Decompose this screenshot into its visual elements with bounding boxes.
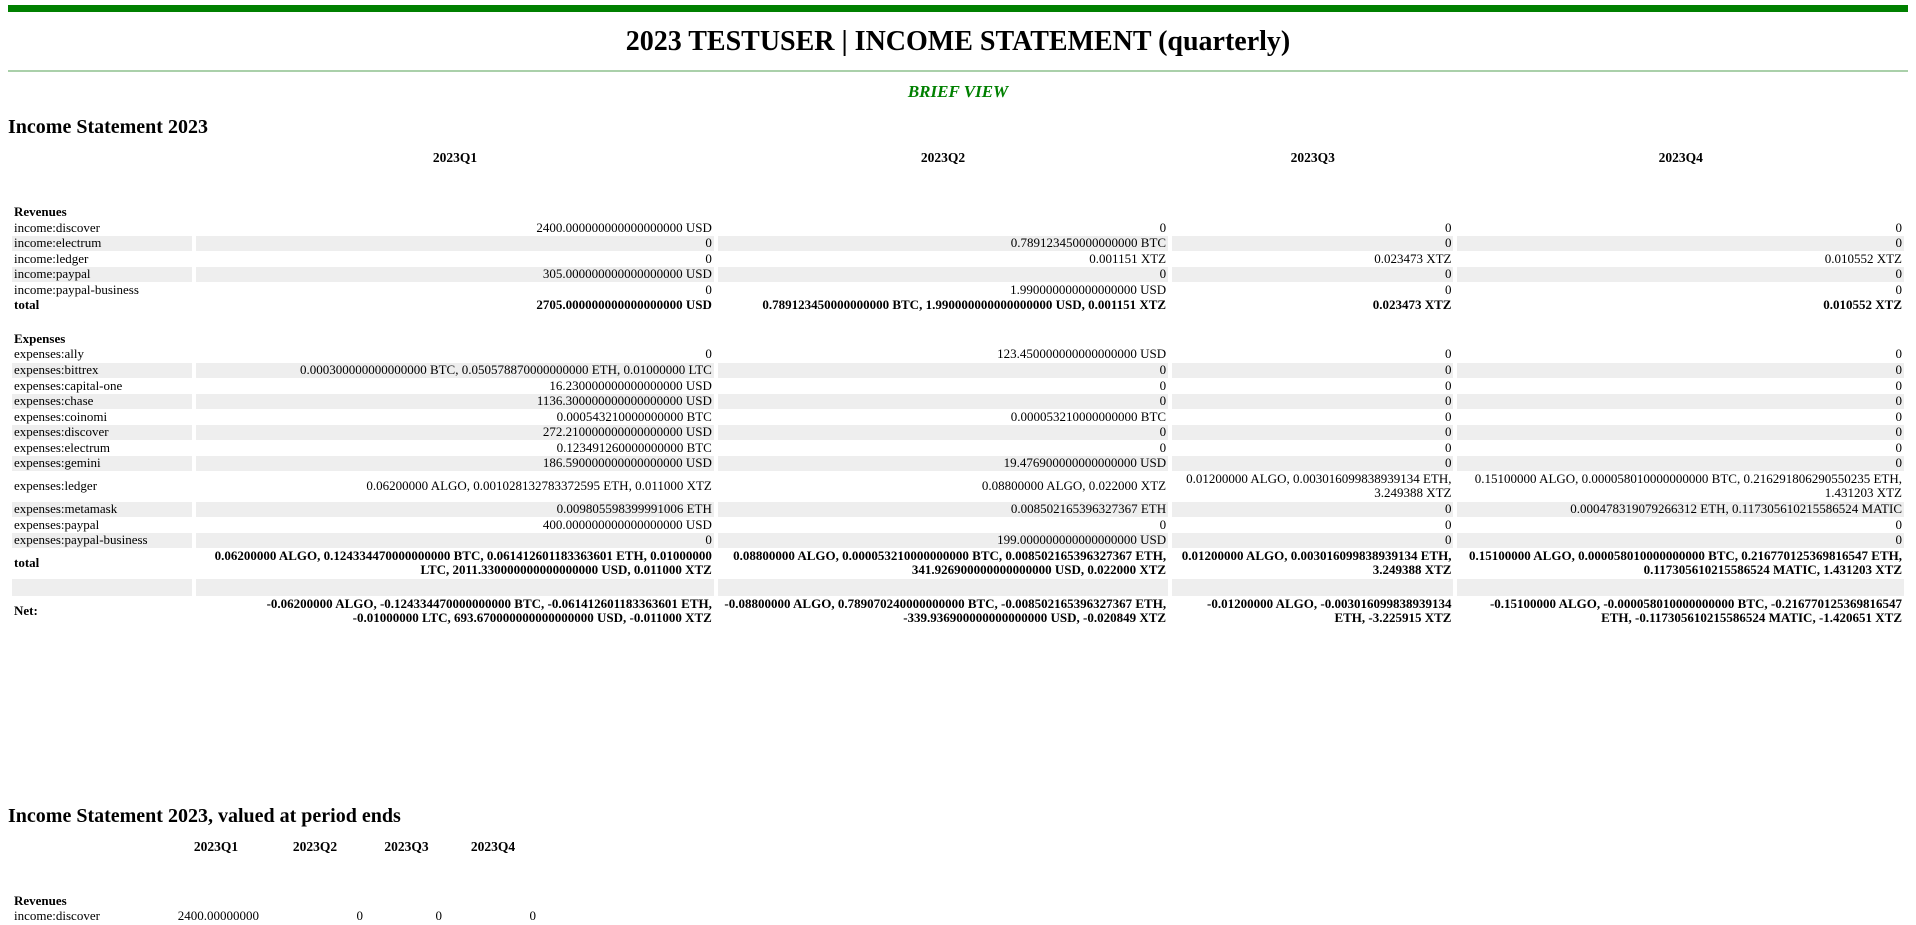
account-label: expenses:ledger <box>14 478 98 494</box>
amount-cell: 0.15100000 ALGO, 0.000058010000000000 BTC, 0.216291806290550235 ETH, 1.431203 XTZ <box>1474 470 1902 501</box>
account-label: expenses:gemini <box>12 456 192 471</box>
account-label: expenses:bittrex <box>12 363 192 378</box>
account-label: expenses:chase <box>12 394 192 409</box>
table-row <box>12 394 1904 409</box>
amount-cell: 0 <box>1457 533 1904 548</box>
amount-cell <box>448 894 538 909</box>
table-row <box>12 456 1904 471</box>
amount-cell: -0.15100000 ALGO, -0.000058010000000000 BTC, -0.216770125369816547 ETH, -0.117305610215586524 MATIC, -1.420651 XTZ <box>1489 595 1902 626</box>
spacer-cell <box>718 579 1168 596</box>
amount-cell: 2400.000000000000000000 USD <box>536 219 712 235</box>
spacer-cell <box>265 876 365 893</box>
amount-cell: 1136.300000000000000000 USD <box>196 394 714 409</box>
amount-cell: 0.000543210000000000 BTC <box>556 408 712 424</box>
table-row <box>12 314 1904 331</box>
column-header: 2023Q1 <box>432 150 478 165</box>
top-accent-bar <box>8 5 1908 12</box>
amount-cell: 0.08800000 ALGO, 0.022000 XTZ <box>981 478 1167 494</box>
valued-statement-section <box>8 805 1908 925</box>
spacer-cell <box>196 187 714 204</box>
amount-cell: 0.06200000 ALGO, 0.001028132783372595 ETH, 0.011000 XTZ <box>366 478 712 494</box>
table-row <box>12 252 1904 267</box>
amount-cell: 0.000300000000000000 BTC, 0.050578870000000000 ETH, 0.01000000 LTC <box>196 363 714 378</box>
table-row <box>12 441 1904 456</box>
account-label: income:electrum <box>12 236 192 251</box>
spacer-cell <box>369 857 444 875</box>
spacer-cell <box>1457 168 1904 186</box>
amount-cell: 0.15100000 ALGO, 0.000058010000000000 BTC, 0.216770125369816547 ETH, 0.117305610215586524 MATIC, 1.431203 XTZ <box>1469 547 1902 578</box>
amount-cell: 2705.000000000000000000 USD <box>536 297 712 313</box>
table-row <box>12 347 1904 362</box>
amount-cell: 0 <box>1172 363 1453 378</box>
account-label: expenses:electrum <box>14 439 111 455</box>
amount-cell: 0 <box>1457 394 1904 409</box>
spacer-cell <box>12 876 167 893</box>
account-label: income:ledger <box>14 250 89 266</box>
statement-heading: Income Statement 2023 <box>8 116 208 138</box>
total-label: total <box>14 554 40 570</box>
amount-cell <box>196 205 714 220</box>
amount-cell: -0.01200000 ALGO, -0.003016099838939134 ETH, -3.225915 XTZ <box>1207 595 1452 626</box>
amount-cell: 0 <box>705 346 712 362</box>
column-header: 2023Q4 <box>470 838 516 854</box>
valued-statement-body <box>12 839 538 924</box>
amount-cell: 0 <box>1172 425 1453 440</box>
spacer-cell <box>1457 187 1904 204</box>
amount-cell: 0 <box>1895 281 1902 297</box>
amount-cell: 0.08800000 ALGO, 0.000053210000000000 BTC, 0.008502165396327367 ETH, 341.926900000000000000 USD, 0.022000 XTZ <box>733 547 1167 578</box>
section-label: Expenses <box>14 330 66 346</box>
amount-cell: 0.001151 XTZ <box>1089 250 1167 266</box>
income-statement-table <box>8 149 1908 627</box>
spacer-cell <box>265 857 365 875</box>
table-row <box>12 472 1904 501</box>
column-header: 2023Q3 <box>384 838 429 854</box>
amount-cell: 0 <box>1444 346 1452 362</box>
amount-cell <box>1172 332 1453 347</box>
amount-cell: 0 <box>529 908 536 924</box>
amount-cell <box>196 332 714 347</box>
amount-cell: 0.000053210000000000 BTC <box>1010 408 1167 424</box>
spacer-cell <box>1172 314 1453 331</box>
spacer-cell <box>718 187 1168 204</box>
account-label: expenses:ally <box>14 346 85 362</box>
amount-cell: 0 <box>718 394 1168 409</box>
amount-cell: 0 <box>1159 219 1167 235</box>
table-row <box>12 168 1904 186</box>
amount-cell: 0 <box>1444 377 1452 393</box>
income-statement-body <box>12 150 1904 626</box>
spacer-cell <box>448 857 538 875</box>
amount-cell: 0.123491260000000000 BTC <box>556 439 712 455</box>
table-row <box>12 267 1904 282</box>
account-label: income:discover <box>14 219 100 235</box>
valued-statement-table <box>8 838 542 925</box>
column-header: 2023Q2 <box>292 838 338 854</box>
table-row <box>12 410 1904 425</box>
amount-cell: 0 <box>718 363 1168 378</box>
spacer-cell <box>1172 168 1453 186</box>
spacer-cell <box>718 168 1168 186</box>
amount-cell: 0.010552 XTZ <box>1823 297 1902 313</box>
amount-cell <box>1172 205 1453 220</box>
amount-cell <box>1457 332 1904 347</box>
amount-cell <box>718 332 1168 347</box>
table-row <box>12 549 1904 578</box>
table-row <box>12 518 1904 533</box>
table-row <box>12 909 538 924</box>
amount-cell: 0 <box>1895 408 1902 424</box>
account-label: expenses:coinomi <box>14 408 108 424</box>
report-page <box>8 5 1908 925</box>
amount-cell: 0.01200000 ALGO, 0.003016099838939134 ETH, 3.249388 XTZ <box>1186 470 1452 501</box>
spacer-cell <box>12 314 192 331</box>
amount-cell: 0 <box>1895 219 1902 235</box>
account-label: income:paypal <box>12 267 192 282</box>
amount-cell: 0.06200000 ALGO, 0.124334470000000000 BTC, 0.061412601183363601 ETH, 0.01000000 LTC, 2011.330000000000000000 USD, 0.011000 XTZ <box>214 547 712 578</box>
amount-cell: 0 <box>1457 456 1904 471</box>
amount-cell: 0 <box>1444 219 1452 235</box>
table-row <box>12 221 1904 236</box>
amount-cell: 0.010552 XTZ <box>1824 250 1902 266</box>
amount-cell <box>1457 205 1904 220</box>
amount-cell: 123.450000000000000000 USD <box>997 346 1167 362</box>
amount-cell: 0 <box>1172 236 1453 251</box>
column-header: 2023Q4 <box>1658 150 1703 165</box>
table-row <box>12 150 1904 167</box>
amount-cell: 1.990000000000000000 USD <box>1010 281 1167 297</box>
spacer-cell <box>171 857 261 875</box>
amount-cell: 0.023473 XTZ <box>1374 250 1452 266</box>
table-row <box>12 533 1904 548</box>
amount-cell: 0 <box>1159 377 1167 393</box>
spacer-cell <box>448 876 538 893</box>
spacer-cell <box>196 314 714 331</box>
section-label: Revenues <box>14 892 67 908</box>
spacer-cell <box>1457 314 1904 331</box>
amount-cell: 0 <box>1895 516 1902 532</box>
amount-cell: 0 <box>196 236 714 251</box>
spacer-cell <box>1172 579 1453 596</box>
amount-cell: 0 <box>1444 281 1452 297</box>
table-row <box>12 379 1904 394</box>
table-row <box>12 876 538 893</box>
amount-cell: 19.476900000000000000 USD <box>718 456 1168 471</box>
amount-cell: 272.210000000000000000 USD <box>196 425 714 440</box>
account-label: income:paypal-business <box>14 281 139 297</box>
amount-cell <box>718 205 1168 220</box>
amount-cell: 0 <box>1444 516 1452 532</box>
brief-view-label: BRIEF VIEW <box>907 82 1009 101</box>
valued-statement-heading: Income Statement 2023, valued at period ends <box>8 804 401 827</box>
spacer-cell <box>12 168 192 186</box>
account-label: expenses:paypal-business <box>12 533 192 548</box>
amount-cell <box>171 894 261 909</box>
amount-cell: 0 <box>1444 408 1452 424</box>
account-label: expenses:paypal <box>14 516 100 532</box>
table-row <box>12 332 1904 347</box>
table-row <box>12 857 538 875</box>
amount-cell: 0.789123450000000000 BTC <box>718 236 1168 251</box>
spacer-cell <box>12 857 167 875</box>
amount-cell: 0 <box>1172 267 1453 282</box>
spacer-cell <box>12 579 192 596</box>
amount-cell: 0 <box>1895 377 1902 393</box>
amount-cell: 0 <box>1457 267 1904 282</box>
amount-cell: 0.008502165396327367 ETH <box>718 502 1168 517</box>
table-row <box>12 839 538 856</box>
table-row <box>12 283 1904 298</box>
table-row <box>12 363 1904 378</box>
table-row <box>12 187 1904 204</box>
amount-cell: 0.000478319079266312 ETH, 0.117305610215586524 MATIC <box>1457 502 1904 517</box>
spacer-cell <box>12 187 192 204</box>
spacer-cell <box>196 168 714 186</box>
amount-cell <box>265 894 365 909</box>
amount-cell: 0 <box>356 908 363 924</box>
account-label: expenses:capital-one <box>14 377 123 393</box>
amount-cell: 0 <box>1444 439 1452 455</box>
spacer-cell <box>718 314 1168 331</box>
table-row <box>12 425 1904 440</box>
table-row <box>12 236 1904 251</box>
account-label: income:discover <box>14 908 100 924</box>
amount-cell: 0 <box>1895 439 1902 455</box>
spacer-cell <box>196 579 714 596</box>
net-label: Net: <box>14 602 38 618</box>
table-row <box>12 205 1904 220</box>
amount-cell: 0 <box>1159 516 1167 532</box>
amount-cell: 0.789123450000000000 BTC, 1.990000000000000000 USD, 0.001151 XTZ <box>762 297 1167 313</box>
spacer-cell <box>1172 187 1453 204</box>
column-header: 2023Q3 <box>1290 150 1335 165</box>
spacer-cell <box>171 876 261 893</box>
amount-cell: 0 <box>1172 394 1453 409</box>
amount-cell: -0.08800000 ALGO, 0.789070240000000000 BTC, -0.008502165396327367 ETH, -339.936900000000000000 USD, -0.020849 XTZ <box>724 595 1167 626</box>
amount-cell: 0 <box>196 533 714 548</box>
amount-cell: 305.000000000000000000 USD <box>196 267 714 282</box>
amount-cell: 0 <box>1457 236 1904 251</box>
amount-cell: 0 <box>1895 346 1902 362</box>
amount-cell: 0 <box>1172 533 1453 548</box>
amount-cell: 0 <box>718 267 1168 282</box>
table-row <box>12 597 1904 626</box>
amount-cell: 0 <box>705 250 712 266</box>
amount-cell: 0 <box>1457 363 1904 378</box>
amount-cell: 186.590000000000000000 USD <box>196 456 714 471</box>
spacer-cell <box>369 876 444 893</box>
amount-cell: 0.01200000 ALGO, 0.003016099838939134 ETH, 3.249388 XTZ <box>1181 547 1452 578</box>
amount-cell: 0 <box>1172 502 1453 517</box>
amount-cell <box>369 894 444 909</box>
title-divider <box>8 70 1908 72</box>
amount-cell: 0 <box>718 425 1168 440</box>
table-row <box>12 298 1904 313</box>
amount-cell: 0 <box>1457 425 1904 440</box>
amount-cell: 0 <box>1159 439 1167 455</box>
amount-cell: 0 <box>1172 456 1453 471</box>
corner-cell <box>12 150 192 167</box>
amount-cell: 2400.00000000 <box>177 908 259 924</box>
table-row <box>12 894 538 909</box>
amount-cell: 0.009805598399991006 ETH <box>196 502 714 517</box>
corner-cell <box>12 839 167 856</box>
account-label: expenses:metamask <box>12 502 192 517</box>
amount-cell: 0 <box>435 908 442 924</box>
table-row <box>12 502 1904 517</box>
amount-cell: 400.000000000000000000 USD <box>542 516 712 532</box>
total-label: total <box>14 297 40 313</box>
amount-cell: 0.023473 XTZ <box>1372 297 1452 313</box>
amount-cell: 0 <box>705 281 712 297</box>
table-row <box>12 579 1904 596</box>
account-label: expenses:discover <box>12 425 192 440</box>
amount-cell: 16.230000000000000000 USD <box>549 377 712 393</box>
amount-cell: -0.06200000 ALGO, -0.124334470000000000 BTC, -0.061412601183363601 ETH, -0.01000000 LTC, 693.670000000000000000 USD, -0.011000 XTZ <box>266 595 712 626</box>
report-title: 2023 TESTUSER | INCOME STATEMENT (quarterly) <box>625 26 1291 57</box>
section-label: Revenues <box>14 204 67 220</box>
amount-cell: 199.000000000000000000 USD <box>718 533 1168 548</box>
column-header: 2023Q1 <box>193 838 239 854</box>
column-header: 2023Q2 <box>920 150 966 165</box>
spacer-cell <box>1457 579 1904 596</box>
